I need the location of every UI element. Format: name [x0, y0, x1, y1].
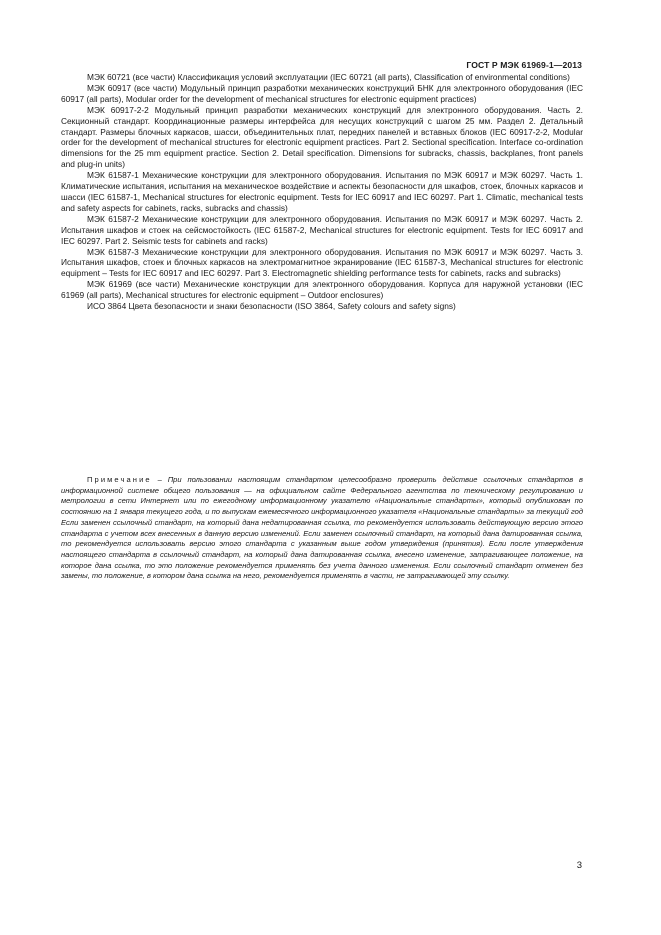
reference-item: ИСО 3864 Цвета безопасности и знаки безопасности (ISO 3864, Safety colours and safety signs) [87, 301, 456, 312]
reference-item: МЭК 60721 (все части) Классификация условий эксплуатации (IEC 60721 (all parts), Classification of environmental conditions) [87, 72, 570, 82]
note-block [61, 475, 583, 582]
page-number: 3 [576, 860, 582, 871]
reference-item: МЭК 61587-3 Механические конструкции для электронного оборудования. Испытания по МЭК 60917 и МЭК 60297. Часть 3. Испытания шкафов, стоек и блочных каркасов на электромагнитное экранирование (IEC 61587-3, Mechanical structures for electronic equipment – Tests for IEC 60917 and IEC 60297. Part 3. Electromagnetic shielding performance tests for cabinets, racks and subracks) [61, 246, 583, 279]
note-text: – При пользовании настоящим стандартом целесообразно проверить действие ссылочных стандартов в информационной системе общего пользования — на официальном сайте Федерального агентства по техническому регулированию и метрологии в сети Интернет или по ежегодному информационному указателю «Национальные стандарты», который опубликован по состоянию на 1 января текущего года, и по выпускам ежемесячного информационного указателя «Национальные стандарты» за текущий год Если заменен ссылочный стандарт, на который дана недатированная ссылка, то рекомендуется использовать действующую версию этого стандарта с учетом всех внесенных в данную версию изменений. Если заменен ссылочный стандарт, на который дана датированная ссылка, то рекомендуется использовать версию этого стандарта с указанным выше годом утверждения (принятия). Если после утверждения настоящего стандарта в ссылочный стандарт, на который дана датированная ссылка, внесено изменение, затрагивающее положение, на которое дана ссылка, то это положение рекомендуется применять без учета данного изменения. Если ссылочный стандарт отменен без замены, то положение, в котором дана ссылка на него, рекомендуется применять в части, не затрагивающей эту ссылку. [61, 475, 583, 581]
standard-id: ГОСТ Р МЭК 61969-1—2013 [466, 60, 582, 70]
reference-item: МЭК 61587-2 Механические конструкции для электронного оборудования. Испытания по МЭК 60917 и МЭК 60297. Часть 2. Испытания шкафов и стоек на сейсмостойкость (IEC 61587-2, Mechanical structures for electronic equipment. Tests for IEC 60917 and IEC 60297. Part 2. Seismic tests for cabinets and racks) [61, 213, 583, 246]
reference-item: МЭК 60917-2-2 Модульный принцип разработки механических конструкций для электронного оборудования. Часть 2. Секционный стандарт. Координационные размеры интерфейса для несущих конструкций с шагом 25 мм. Раздел 2. Детальный стандарт. Размеры блочных каркасов, шасси, объединительных плат, передних панелей и вставных блоков (IEC 60917-2-2, Modular order for the development of mechanical structures for electronic equipment practices. Part 2. Sectional specification. Interface co-ordination dimensions for the 25 mm equipment practice. Section 2. Detail specification. Dimensions for subracks, chassis, backplanes, front panels and plug-in units) [61, 104, 583, 170]
document-header [466, 60, 582, 70]
reference-item: МЭК 60917 (все части) Модульный принцип разработки механических конструкций БНК для электронного оборудования (IEC 60917 (all parts), Modular order for the development of mechanical structures for electronic equipment practices) [61, 82, 583, 104]
normative-references-list [61, 72, 583, 312]
reference-item: МЭК 61587-1 Механические конструкции для электронного оборудования. Испытания по МЭК 60917 и МЭК 60297. Часть 1. Климатические испытания, испытания на механическое воздействие и аспекты безопасности для шкафов, стоек, блочных каркасов и шасси (IEC 61587-1, Mechanical structures for electronic equipment. Tests for IEC 60917 and IEC 60297. Part 1. Climatic, mechanical tests and safety aspects for cabinets, racks, subracks and chassis) [61, 170, 583, 213]
reference-item: МЭК 61969 (все части) Механические конструкции для электронного оборудования. Корпуса для наружной установки (IEC 61969 (all parts), Mechanical structures for electronic equipment – Outdoor enclosures) [61, 279, 583, 301]
note-label: Примечание [87, 475, 152, 484]
